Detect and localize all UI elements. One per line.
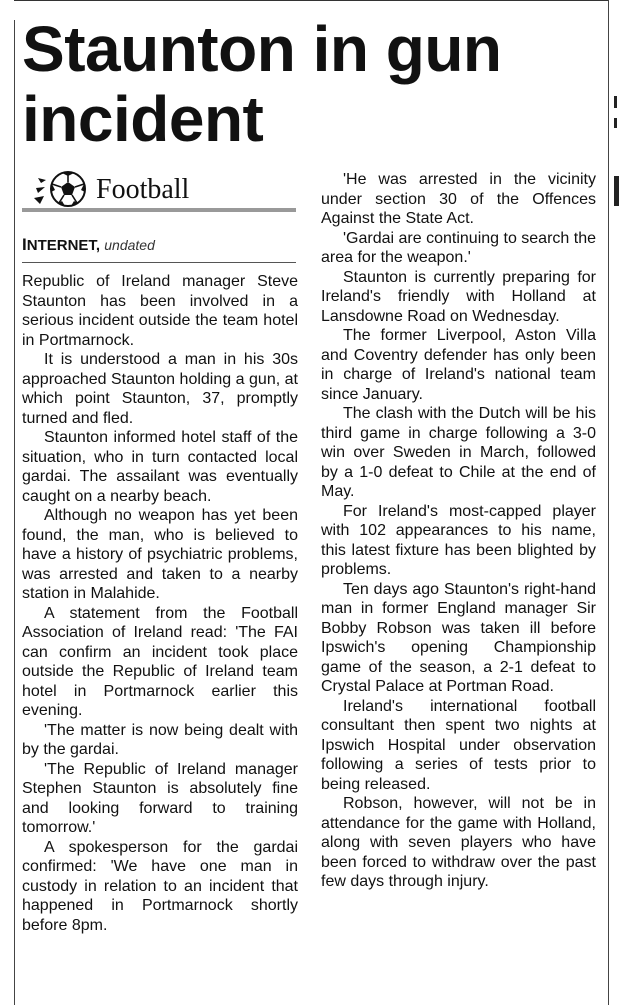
headline: Staunton in gun incident	[22, 13, 502, 155]
paragraph: 'Gardai are continuing to search the area for the weapon.'	[321, 229, 596, 266]
left-column-rule	[14, 20, 15, 1005]
dateline-source-initial: I	[22, 235, 27, 254]
paragraph: For Ireland's most-capped player with 102 appearances to his name, this latest fixture has been blighted by problems.	[321, 502, 596, 578]
edge-fragment	[614, 176, 619, 206]
paragraph: Ireland's international football consultant then spent two nights at Ipswich Hospital under observation following a series of tests prior to being released.	[321, 697, 596, 793]
paragraph: It is understood a man in his 30s approached Staunton holding a gun, at which point Staunton, 37, promptly turned and fled.	[22, 351, 298, 427]
article-column-1	[22, 272, 298, 935]
dateline-when: undated	[104, 237, 155, 253]
article-column-2	[321, 170, 596, 892]
dateline-source	[22, 237, 100, 254]
category-underline	[22, 208, 296, 212]
paragraph: 'He was arrested in the vicinity under section 30 of the Offences Against the State Act.	[321, 171, 596, 227]
adjacent-page-edge	[612, 0, 623, 1005]
dateline	[22, 236, 296, 255]
paragraph: 'The matter is now being dealt with by the gardai.	[22, 721, 298, 758]
right-column-rule	[608, 0, 609, 1005]
top-border	[14, 0, 608, 1]
category-label: Football	[96, 174, 190, 205]
paragraph: Staunton is currently preparing for Ireland's friendly with Holland at Lansdowne Road on Wednesday.	[321, 268, 596, 325]
football-icon	[32, 168, 88, 208]
paragraph: A spokesperson for the gardai confirmed: 'We have one man in custody in relation to an incident that happened in Portmarnock shortly before 8pm.	[22, 838, 298, 934]
edge-fragment	[614, 118, 617, 128]
dateline-rule	[22, 262, 296, 263]
paragraph: Robson, however, will not be in attendance for the game with Holland, along with seven players who have been forced to withdraw over the past few days through injury.	[321, 795, 596, 890]
dateline-source-rest: NTERNET,	[26, 237, 101, 254]
paragraph: Staunton informed hotel staff of the situation, who in turn contacted local gardai. The assailant was eventually caught on a nearby beach.	[22, 429, 298, 505]
edge-fragment	[614, 96, 617, 108]
paragraph: A statement from the Football Association of Ireland read: 'The FAI can confirm an incident took place outside the Republic of Ireland team hotel in Portmarnock earlier this evening.	[22, 604, 298, 719]
paragraph: Although no weapon has yet been found, the man, who is believed to have a history of psychiatric problems, was arrested and taken to a nearby station in Malahide.	[22, 507, 298, 602]
paragraph: Ten days ago Staunton's right-hand man in former England manager Sir Bobby Robson was taken ill before Ipswich's opening Championship game of the season, a 2-1 defeat to Crystal Palace at Portman Road.	[321, 580, 596, 695]
category-banner	[22, 168, 296, 212]
paragraph: 'The Republic of Ireland manager Stephen Staunton is absolutely fine and looking forward to training tomorrow.'	[22, 760, 298, 836]
paragraph: The clash with the Dutch will be his third game in charge following a 3-0 win over Sweden in March, followed by a 1-0 defeat to Chile at the end of May.	[321, 405, 596, 500]
paragraph: The former Liverpool, Aston Villa and Coventry defender has only been in charge of Ireland's national team since January.	[321, 327, 596, 403]
paragraph: Republic of Ireland manager Steve Staunton has been involved in a serious incident outside the team hotel in Portmarnock.	[22, 273, 298, 349]
